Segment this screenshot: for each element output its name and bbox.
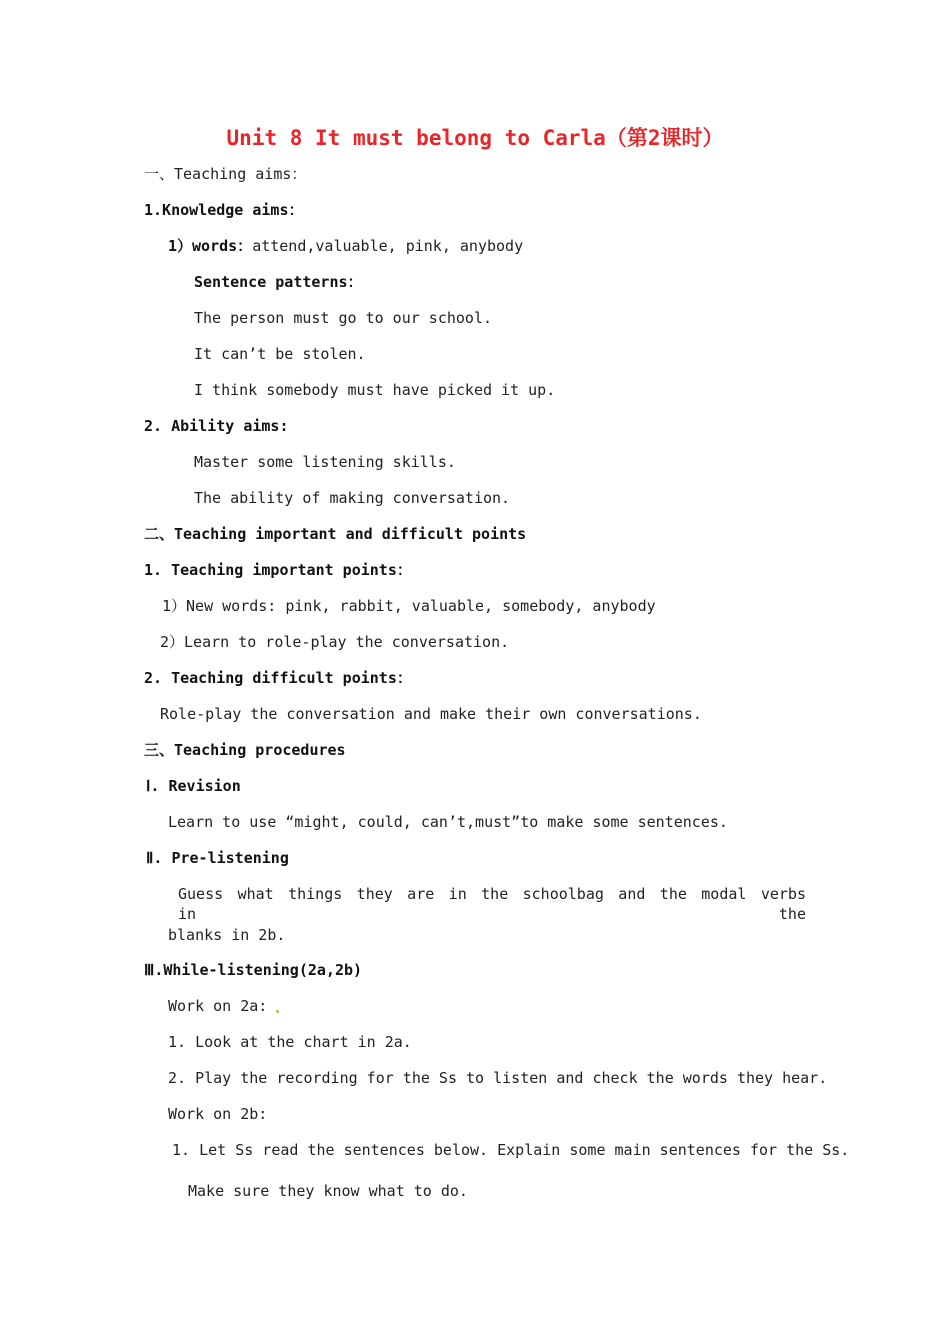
words-list: attend,valuable, pink, anybody bbox=[252, 237, 524, 255]
work-2a-step: 2. Play the recording for the Ss to listen and check the words they hear. bbox=[168, 1069, 828, 1087]
words-label: 1）words： bbox=[168, 237, 253, 255]
pattern-item: I think somebody must have picked it up. bbox=[194, 381, 556, 399]
ability-item: The ability of making conversation. bbox=[194, 489, 511, 507]
revision-heading: Ⅰ. Revision bbox=[146, 777, 241, 795]
important-points-heading: 1. Teaching important points： bbox=[144, 561, 412, 579]
work-2a-label bbox=[168, 996, 279, 1016]
important-item: 2）Learn to role-play the conversation. bbox=[160, 633, 510, 651]
words-line bbox=[168, 236, 523, 256]
revision-text: Learn to use “might, could, can’t,must”to make some sentences. bbox=[168, 813, 728, 831]
work-2b-label: Work on 2b: bbox=[168, 1105, 268, 1123]
difficult-item: Role-play the conversation and make their own conversations. bbox=[160, 705, 702, 723]
pattern-item: The person must go to our school. bbox=[194, 309, 493, 327]
work-2b-step-cont: Make sure they know what to do. bbox=[188, 1182, 468, 1200]
pattern-item: It can’t be stolen. bbox=[194, 345, 366, 363]
pre-listening-text-cont: blanks in 2b. bbox=[168, 926, 286, 944]
work-2a-step: 1. Look at the chart in 2a. bbox=[168, 1033, 412, 1051]
knowledge-aims-heading: 1.Knowledge aims： bbox=[144, 201, 304, 219]
pre-listening-text: Guess what things they are in the schoolbag and the modal verbs in the bbox=[178, 885, 806, 923]
section-1-heading: 一、Teaching aims： bbox=[144, 165, 307, 183]
section-3-heading: 三、Teaching procedures bbox=[144, 741, 346, 759]
page-title: Unit 8 It must belong to Carla（第2课时） bbox=[226, 126, 724, 150]
important-item: 1）New words: pink, rabbit, valuable, somebody, anybody bbox=[162, 597, 656, 615]
sentence-patterns-label: Sentence patterns： bbox=[194, 273, 363, 291]
work-2b-step: 1. Let Ss read the sentences below. Explain some main sentences for the Ss. bbox=[172, 1141, 850, 1159]
pre-listening-heading: Ⅱ. Pre-listening bbox=[146, 849, 289, 867]
difficult-points-heading: 2. Teaching difficult points： bbox=[144, 669, 412, 687]
while-listening-heading: Ⅲ.While-listening(2a,2b) bbox=[144, 961, 363, 979]
work-2a-text: Work on 2a: bbox=[168, 997, 268, 1015]
ability-item: Master some listening skills. bbox=[194, 453, 456, 471]
marker-dot bbox=[276, 1010, 279, 1013]
section-2-heading: 二、Teaching important and difficult points bbox=[144, 525, 527, 543]
ability-aims-heading: 2. Ability aims: bbox=[144, 417, 289, 435]
